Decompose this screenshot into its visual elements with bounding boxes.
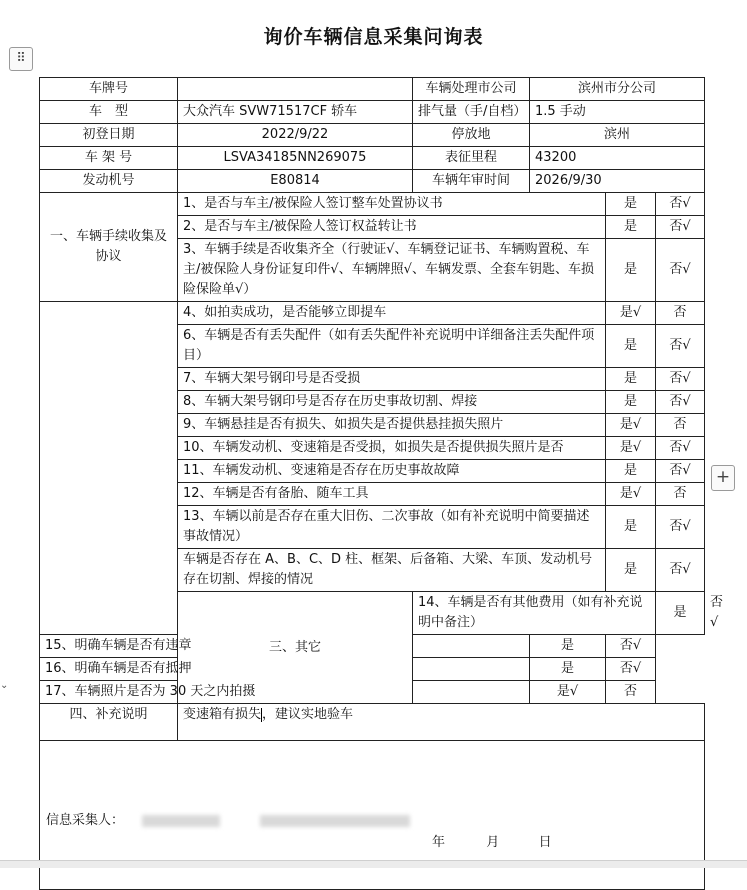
question-text: 2、是否与车主/被保险人签订权益转让书 [178, 216, 606, 239]
section-3-label: 三、其它 [178, 592, 413, 704]
question-text: 10、车辆发动机、变速箱是否受损，如损失是否提供损失照片是否 [178, 437, 606, 460]
row-plate [40, 78, 705, 101]
parking-value[interactable]: 滨州 [530, 124, 705, 147]
section-2-label [40, 302, 178, 635]
reg-date-value[interactable]: 2022/9/22 [178, 124, 413, 147]
answer-yes[interactable]: 是√ [530, 681, 606, 704]
vin-value[interactable]: LSVA34185NN269075 [178, 147, 413, 170]
answer-yes[interactable]: 是 [606, 506, 656, 549]
date-month: 月 [486, 835, 501, 850]
question-text: 7、车辆大架号钢印号是否受损 [178, 368, 606, 391]
mileage-value[interactable]: 43200 [530, 147, 705, 170]
answer-yes[interactable]: 是√ [606, 302, 656, 325]
table-row [40, 302, 705, 325]
collector-line [46, 811, 410, 831]
add-row-button[interactable]: + [711, 465, 735, 491]
reg-date-label: 初登日期 [40, 124, 178, 147]
chevron-down-icon[interactable]: ⌄ [0, 680, 9, 691]
model-label: 车 型 [40, 101, 178, 124]
question-text: 车辆是否存在 A、B、C、D 柱、框架、后备箱、大梁、车顶、发动机号存在切割、焊接的情况 [178, 549, 606, 592]
answer-yes[interactable]: 是 [606, 549, 656, 592]
engine-label: 发动机号 [40, 170, 178, 193]
row-vin [40, 147, 705, 170]
answer-yes[interactable]: 是 [530, 658, 606, 681]
answer-yes[interactable]: 是 [656, 592, 705, 635]
row-reg-date [40, 124, 705, 147]
answer-no[interactable]: 否√ [656, 216, 705, 239]
answer-no[interactable]: 否 [656, 483, 705, 506]
answer-yes[interactable]: 是√ [606, 483, 656, 506]
city-company-label: 车辆处理市公司 [413, 78, 530, 101]
displacement-label: 排气量（手/自档） [413, 101, 530, 124]
redacted-name [142, 815, 220, 827]
question-text: 13、车辆以前是否存在重大旧伤、二次事故（如有补充说明中简要描述事故情况） [178, 506, 606, 549]
answer-no[interactable]: 否√ [656, 460, 705, 483]
question-text: 3、车辆手续是否收集齐全（行驶证√、车辆登记证书、车辆购置税、车主/被保险人身份证复印件√、车辆牌照√、车辆发票、全套车钥匙、车损险保险单√） [178, 239, 606, 302]
answer-yes[interactable]: 是 [606, 460, 656, 483]
supplement-text-after: ，建议实地验车 [262, 707, 354, 722]
date-year: 年 [432, 835, 447, 850]
answer-no[interactable]: 否√ [656, 437, 705, 460]
table-row [40, 658, 705, 681]
plate-value[interactable] [178, 78, 413, 101]
answer-yes[interactable]: 是 [530, 635, 606, 658]
question-text: 12、车辆是否有备胎、随车工具 [178, 483, 606, 506]
city-company-value[interactable]: 滨州市分公司 [530, 78, 705, 101]
inquiry-form-table [39, 77, 724, 890]
redacted-phone [260, 815, 410, 827]
answer-no[interactable]: 否√ [656, 239, 705, 302]
model-value[interactable]: 大众汽车 SVW71517CF 轿车 [178, 101, 413, 124]
question-text: 17、车辆照片是否为 30 天之内拍摄 [40, 681, 530, 704]
table-row [40, 681, 705, 704]
question-text: 11、车辆发动机、变速箱是否存在历史事故故障 [178, 460, 606, 483]
inspection-label: 车辆年审时间 [413, 170, 530, 193]
question-text: 15、明确车辆是否有违章 [40, 635, 530, 658]
drag-handle-icon[interactable]: ⠿ [9, 47, 33, 71]
answer-no[interactable]: 否√ [656, 506, 705, 549]
date-day: 日 [538, 835, 553, 850]
question-text: 1、是否与车主/被保险人签订整车处置协议书 [178, 193, 606, 216]
parking-label: 停放地 [413, 124, 530, 147]
answer-no[interactable]: 否√ [606, 658, 656, 681]
supplement-text-before: 变速箱有损失 [183, 707, 262, 722]
question-text: 4、如拍卖成功，是否能够立即提车 [178, 302, 606, 325]
inspection-value[interactable]: 2026/9/30 [530, 170, 705, 193]
question-text: 6、车辆是否有丢失配件（如有丢失配件补充说明中详细备注丢失配件项目） [178, 325, 606, 368]
question-text: 14、车辆是否有其他费用（如有补充说明中备注） [413, 592, 656, 635]
answer-yes[interactable]: 是 [606, 239, 656, 302]
table-row [40, 193, 705, 216]
row-model [40, 101, 705, 124]
vin-label: 车 架 号 [40, 147, 178, 170]
table-row [40, 635, 705, 658]
plate-label: 车牌号 [40, 78, 178, 101]
date-line [432, 833, 553, 853]
question-text: 16、明确车辆是否有抵押 [40, 658, 530, 681]
answer-no[interactable]: 否 [656, 302, 705, 325]
supplement-field[interactable] [178, 704, 705, 741]
answer-no[interactable]: 否√ [656, 391, 705, 414]
answer-no[interactable]: 否√ [606, 635, 656, 658]
displacement-value[interactable]: 1.5 手动 [530, 101, 705, 124]
supplement-row [40, 704, 705, 741]
answer-yes[interactable]: 是 [606, 391, 656, 414]
answer-no[interactable]: 否 [606, 681, 656, 704]
answer-no[interactable]: 否√ [656, 325, 705, 368]
answer-yes[interactable]: 是 [606, 193, 656, 216]
answer-yes[interactable]: 是√ [606, 414, 656, 437]
answer-yes[interactable]: 是√ [606, 437, 656, 460]
row-engine [40, 170, 705, 193]
answer-yes[interactable]: 是 [606, 216, 656, 239]
collector-label: 信息采集人： [46, 813, 125, 828]
question-text: 8、车辆大架号钢印号是否存在历史事故切割、焊接 [178, 391, 606, 414]
answer-no[interactable]: 否√ [656, 368, 705, 391]
answer-no[interactable]: 否√ [656, 549, 705, 592]
mileage-label: 表征里程 [413, 147, 530, 170]
section-1-label: 一、车辆手续收集及协议 [40, 193, 178, 302]
form-title: 询价车辆信息采集问询表 [263, 26, 484, 48]
table-row: 三、其它 14、车辆是否有其他费用（如有补充说明中备注） 是 否√ [40, 592, 705, 635]
engine-value[interactable]: E80814 [178, 170, 413, 193]
answer-yes[interactable]: 是 [606, 325, 656, 368]
answer-no[interactable]: 否 [656, 414, 705, 437]
section-4-label: 四、补充说明 [40, 704, 178, 741]
question-text: 9、车辆悬挂是否有损失、如损失是否提供悬挂损失照片 [178, 414, 606, 437]
answer-yes[interactable]: 是 [606, 368, 656, 391]
answer-no[interactable]: 否√ [656, 193, 705, 216]
